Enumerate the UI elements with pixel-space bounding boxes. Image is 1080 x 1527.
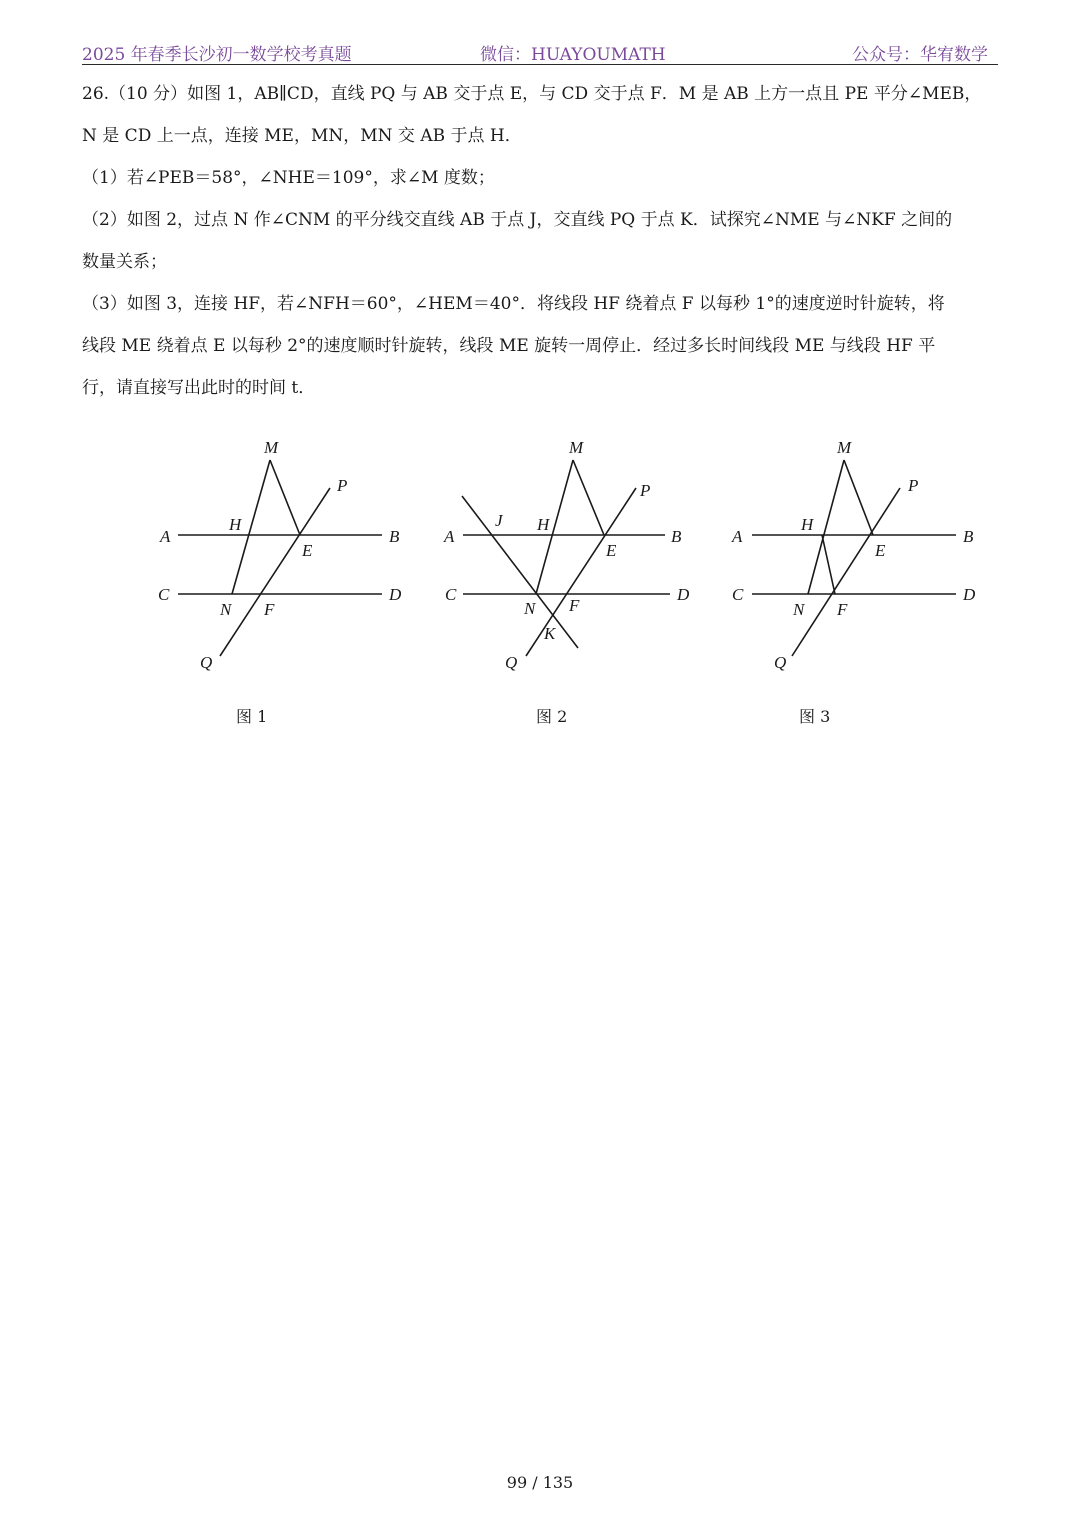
label-d: D xyxy=(389,585,402,604)
figure-2-caption: 图 2 xyxy=(536,707,568,726)
line-nk xyxy=(462,496,578,648)
label-n: N xyxy=(524,599,536,618)
figure-1 xyxy=(140,430,420,730)
label-b: B xyxy=(671,527,682,546)
label-q: Q xyxy=(774,653,787,672)
header-account: 公众号：华宥数学 xyxy=(852,45,988,65)
label-q: Q xyxy=(505,653,518,672)
label-n: N xyxy=(793,600,805,619)
label-h: H xyxy=(229,515,242,534)
header-title: 2025 年春季长沙初一数学校考真题 xyxy=(82,45,352,65)
label-m: M xyxy=(264,438,279,457)
problem-part-2-a: （2）如图 2，过点 N 作∠CNM 的平分线交直线 AB 于点 J，交直线 PQ 于点 K．试探究∠NME 与∠NKF 之间的 xyxy=(82,210,953,230)
page-header xyxy=(82,38,998,65)
label-c: C xyxy=(445,585,457,604)
label-f: F xyxy=(264,600,275,619)
problem-part-3-b: 线段 ME 绕着点 E 以每秒 2°的速度顺时针旋转，线段 ME 旋转一周停止．经过多长时间线段 ME 与线段 HF 平 xyxy=(82,336,936,356)
label-e: E xyxy=(302,541,313,560)
label-m: M xyxy=(837,438,852,457)
label-e: E xyxy=(875,541,886,560)
label-a: A xyxy=(160,527,171,546)
segment-me xyxy=(270,460,300,535)
label-d: D xyxy=(677,585,690,604)
line-pq xyxy=(220,488,330,656)
problem-part-2-b: 数量关系； xyxy=(82,252,167,272)
label-p: P xyxy=(640,481,651,500)
label-j: J xyxy=(495,511,503,530)
label-c: C xyxy=(732,585,744,604)
label-n: N xyxy=(220,600,232,619)
label-f: F xyxy=(569,596,580,615)
problem-line-1 xyxy=(82,82,1002,106)
label-h: H xyxy=(537,515,550,534)
label-a: A xyxy=(732,527,743,546)
label-f: F xyxy=(837,600,848,619)
figure-2 xyxy=(440,430,730,730)
figure-3 xyxy=(730,430,1010,730)
figure-1-caption: 图 1 xyxy=(236,707,268,726)
label-q: Q xyxy=(200,653,213,672)
label-e: E xyxy=(606,541,617,560)
page-number: 99 / 135 xyxy=(506,1473,574,1492)
label-h: H xyxy=(801,515,814,534)
problem-part-3-c: 行，请直接写出此时的时间 t． xyxy=(82,378,316,398)
segment-mn xyxy=(808,460,844,594)
problem-stem-1: 如图 1，AB∥CD，直线 PQ 与 AB 交于点 E，与 CD 交于点 F．M 是 AB 上方一点且 PE 平分∠MEB， xyxy=(187,84,982,104)
problem-score: （10 分） xyxy=(109,84,188,104)
problem-number: 26. xyxy=(82,84,110,104)
segment-me xyxy=(573,460,604,535)
label-m: M xyxy=(569,438,584,457)
label-b: B xyxy=(963,527,974,546)
figures-area xyxy=(140,430,1010,740)
line-pq xyxy=(792,488,900,656)
label-a: A xyxy=(444,527,455,546)
figure-3-caption: 图 3 xyxy=(799,707,831,726)
header-wechat: 微信：HUAYOUMATH xyxy=(480,45,666,65)
label-d: D xyxy=(963,585,976,604)
segment-me xyxy=(844,460,873,535)
label-k: K xyxy=(544,624,556,643)
label-b: B xyxy=(389,527,400,546)
problem-part-3-a: （3）如图 3，连接 HF，若∠NFH＝60°，∠HEM＝40°．将线段 HF 绕着点 F 以每秒 1°的速度逆时针旋转，将 xyxy=(82,294,945,314)
label-p: P xyxy=(908,476,919,495)
label-p: P xyxy=(337,476,348,495)
segment-hf xyxy=(822,535,835,594)
problem-stem-2: N 是 CD 上一点，连接 ME，MN，MN 交 AB 于点 H． xyxy=(82,126,522,146)
label-c: C xyxy=(158,585,170,604)
problem-part-1: （1）若∠PEB＝58°，∠NHE＝109°，求∠M 度数； xyxy=(82,168,495,188)
